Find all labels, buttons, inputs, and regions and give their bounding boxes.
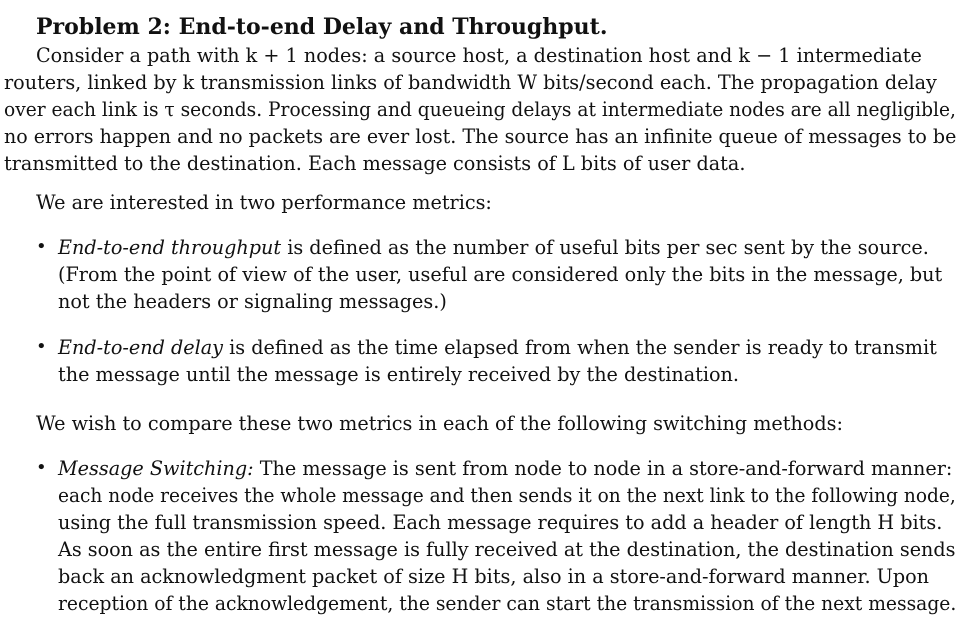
methods-intro: We wish to compare these two metrics in each of the following switching methods: — [36, 412, 843, 435]
bullet-icon: • — [36, 236, 47, 257]
method-term: Message Switching: — [58, 457, 254, 480]
method-text: back an acknowledgment packet of size H bits, also in a store-and-forward manner. Upon — [58, 565, 930, 588]
metric-delay-line — [58, 336, 937, 359]
intro-line: over each link is τ seconds. Processing and queueing delays at intermediate nodes are all negligible, — [4, 98, 956, 121]
method-text: The message is sent from node to node in a store-and-forward manner: — [253, 457, 953, 480]
metric-term: End-to-end throughput — [58, 236, 282, 259]
metric-throughput-line — [58, 236, 929, 259]
metric-text: (From the point of view of the user, useful are considered only the bits in the message, but — [58, 263, 943, 286]
metric-text: not the headers or signaling messages.) — [58, 290, 447, 313]
metric-text: is defined as the number of useful bits per sec sent by the source. — [281, 236, 929, 259]
method-text: each node receives the whole message and then sends it on the next link to the following node, — [58, 484, 956, 507]
metric-term: End-to-end delay — [58, 336, 224, 359]
metrics-intro: We are interested in two performance metrics: — [36, 191, 492, 214]
problem-title: Problem 2: End-to-end Delay and Throughput. — [36, 14, 608, 40]
method-text: As soon as the entire first message is fully received at the destination, the destination sends — [58, 538, 956, 561]
method-message-switching-line — [58, 457, 952, 480]
intro-line: no errors happen and no packets are ever lost. The source has an infinite queue of messages to be — [4, 125, 957, 148]
metric-text: the message until the message is entirely received by the destination. — [58, 363, 739, 386]
intro-line: transmitted to the destination. Each message consists of L bits of user data. — [4, 152, 746, 175]
metric-text: is defined as the time elapsed from when the sender is ready to transmit — [223, 336, 937, 359]
bullet-icon: • — [36, 457, 47, 478]
intro-line: routers, linked by k transmission links of bandwidth W bits/second each. The propagation delay — [4, 71, 937, 94]
bullet-icon: • — [36, 336, 47, 357]
method-text: reception of the acknowledgement, the sender can start the transmission of the next message. — [58, 592, 957, 615]
method-text: using the full transmission speed. Each message requires to add a header of length H bits. — [58, 511, 943, 534]
intro-line: Consider a path with k + 1 nodes: a source host, a destination host and k − 1 intermediate — [36, 44, 922, 67]
